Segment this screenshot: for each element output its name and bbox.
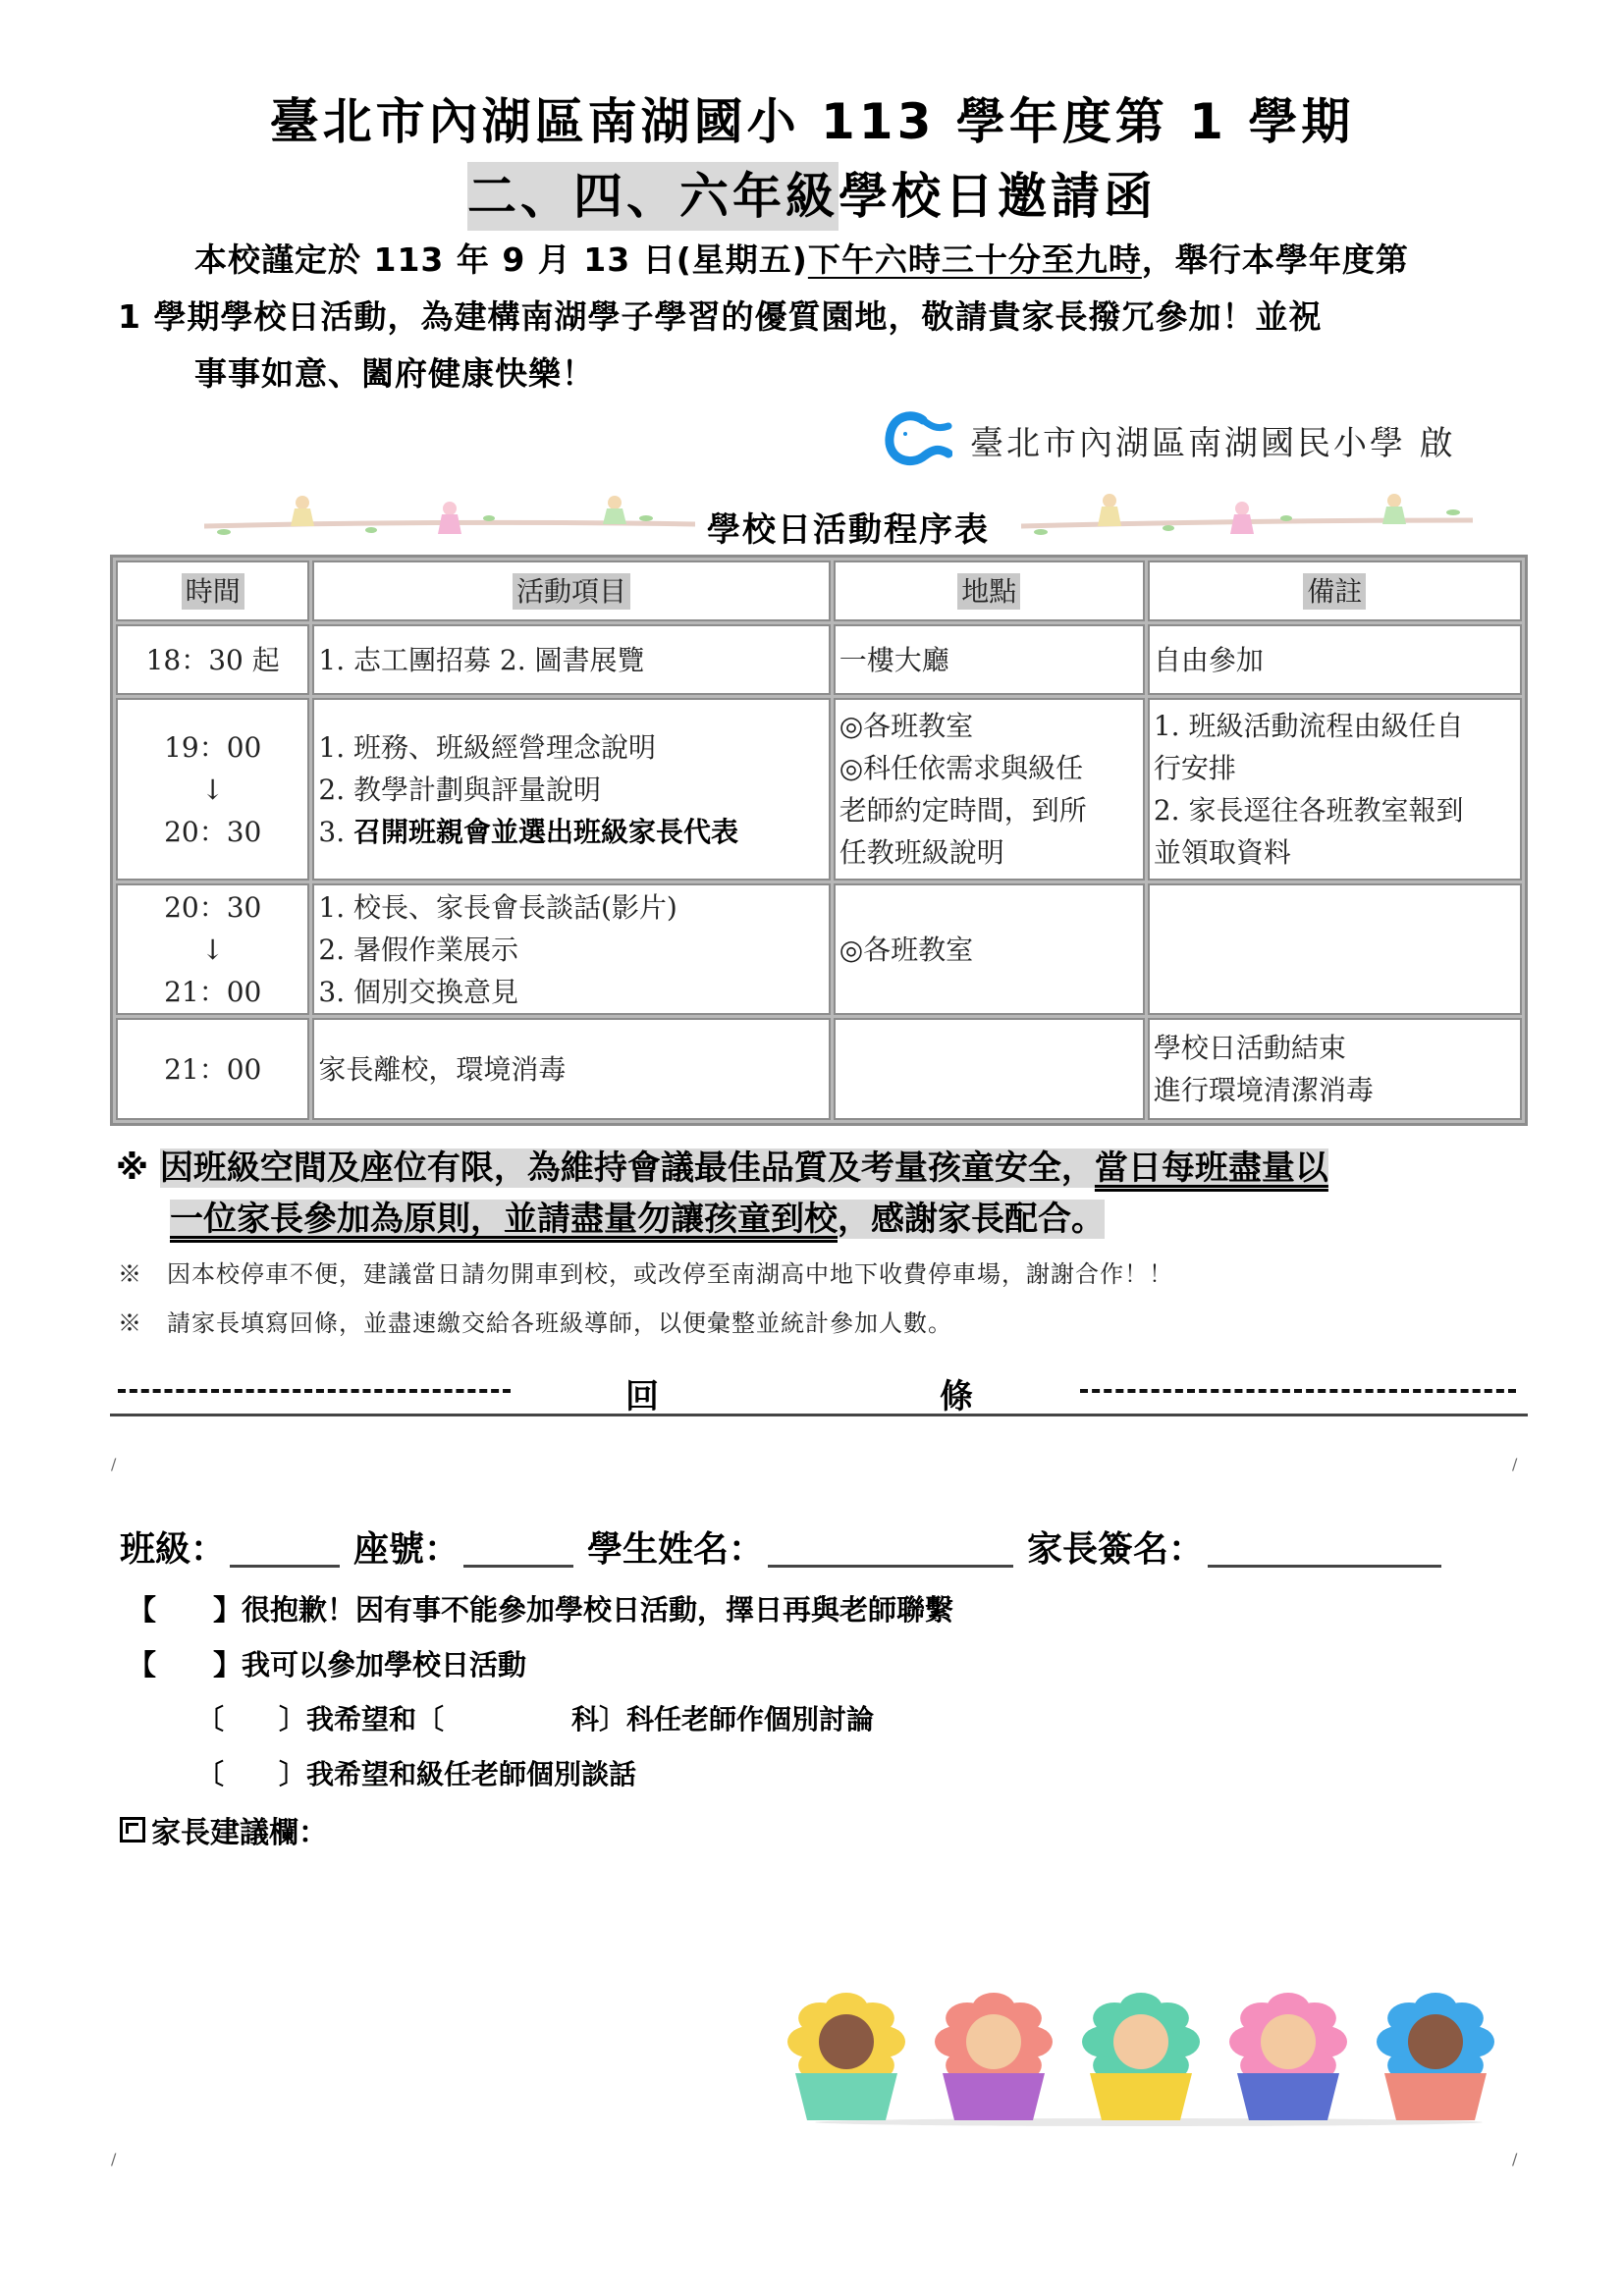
flower-pot-kid [787, 1993, 905, 2120]
cell-location: ◎各班教室 ◎科任依需求與級任 老師約定時間，到所 任教班級說明 [834, 698, 1145, 881]
intro-line-1 [194, 232, 1409, 289]
cell-time: 18：30 起 [116, 624, 309, 695]
cell-notes: 1. 班級活動流程由級任自 行安排 2. 家長逕往各班教室報到 並領取資料 [1148, 698, 1522, 881]
cell-notes: 學校日活動結束 進行環境清潔消毒 [1148, 1018, 1522, 1120]
cell-time: 21：00 [116, 1018, 309, 1120]
grade-highlight: 二、四、六年級 [467, 162, 839, 231]
cell-activity: 1. 校長、家長會長談話(影片) 2. 暑假作業展示 3. 個別交換意見 [312, 883, 830, 1015]
parent-signature-field[interactable] [1208, 1529, 1441, 1568]
divider [110, 1414, 1528, 1416]
sub-option-homeroom-teacher: 〔 〕我希望和級任老師個別談話 [196, 1758, 637, 1790]
table-row [116, 1018, 1522, 1120]
cell-location [834, 1018, 1145, 1120]
intro-date: 本校謹定於 113 年 9 月 13 日(星期五) [194, 240, 808, 279]
reply-slip-header [110, 1369, 1528, 1418]
intro-time: 下午六時三十分至九時 [807, 240, 1142, 279]
class-field[interactable] [230, 1529, 340, 1568]
cell-location: ◎各班教室 [834, 883, 1145, 1015]
cell-activity: 家長離校，環境消毒 [312, 1018, 830, 1120]
subject-teacher-checkbox[interactable]: 〔 〕 [196, 1703, 307, 1735]
page-subtitle [0, 157, 1624, 228]
table-header-row [116, 561, 1522, 621]
class-label: 班級： [120, 1529, 227, 1570]
cut-line-right [1080, 1389, 1516, 1393]
corner-mark: / [111, 2150, 117, 2168]
header-location: 地點 [834, 561, 1145, 621]
option-decline: 【 】很抱歉！因有事不能參加學校日活動，擇日再與老師聯繫 [128, 1593, 954, 1627]
option-attend: 【 】我可以參加學校日活動 [128, 1648, 527, 1682]
subtitle-rest: 學校日邀請函 [839, 168, 1157, 225]
fairy-branch-decoration-right [1021, 491, 1473, 540]
sub-option-subject-teacher: 〔 〕我希望和〔 科〕科任老師作個別討論 [196, 1703, 875, 1735]
student-name-field[interactable] [768, 1529, 1013, 1568]
seat-number-field[interactable] [463, 1529, 573, 1568]
schedule-title: 學校日活動程序表 [707, 510, 990, 550]
intro-line-2: 1 學期學校日活動，為建構南湖學子學習的優質園地，敬請貴家長撥冗參加！並祝 [118, 297, 1323, 336]
flower-pot-kid [935, 1993, 1053, 2120]
reply-title-1: 回 [625, 1377, 659, 1416]
table-row [116, 883, 1522, 1015]
reply-form-fields [120, 1522, 1441, 1572]
school-logo-icon [884, 410, 952, 469]
cut-line-left [118, 1389, 511, 1393]
cell-notes [1148, 883, 1522, 1015]
corner-mark: / [111, 1455, 117, 1473]
cell-notes: 自由參加 [1148, 624, 1522, 695]
flower-pot-kid [1082, 1993, 1200, 2120]
cell-time: 19：00 ↓ 20：30 [116, 698, 309, 881]
reply-title-2: 條 [940, 1377, 973, 1416]
attend-checkbox[interactable]: 【 】 [128, 1648, 243, 1682]
page-title: 臺北市內湖區南湖國小 113 學年度第 1 學期 [269, 93, 1355, 150]
table-row [116, 698, 1522, 881]
seat-number-label: 座號： [353, 1529, 460, 1570]
schedule-table [110, 555, 1528, 1126]
header-activity: 活動項目 [312, 561, 830, 621]
important-notice: ※ 因班級空間及座位有限，為維持會議最佳品質及考量孩童安全，當日每班盡量以 一位家長參加為原則，並請盡量勿讓孩童到校，感謝家長配合。 [116, 1148, 1328, 1239]
flower-pot-kid [1229, 1993, 1347, 2120]
corner-mark: / [1512, 2150, 1518, 2168]
table-row [116, 624, 1522, 695]
cell-location: 一樓大廳 [834, 624, 1145, 695]
memo-icon [120, 1817, 145, 1842]
flower-pot-kid [1377, 1993, 1494, 2120]
parent-signature-label: 家長簽名： [1027, 1529, 1205, 1570]
cell-time: 20：30 ↓ 21：00 [116, 883, 309, 1015]
corner-mark: / [1512, 1455, 1518, 1473]
header-notes: 備註 [1148, 561, 1522, 621]
parent-suggestion [120, 1808, 328, 1851]
intro-text: ，舉行本學年度第 [1141, 240, 1409, 279]
suggestion-label: 家長建議欄： [151, 1816, 328, 1850]
suggestion-field[interactable] [120, 1855, 1396, 1983]
cell-activity: 1. 班務、班級經營理念說明 2. 教學計劃與評量說明 3. 召開班親會並選出班級家長代表 [312, 698, 830, 881]
intro-line-3: 事事如意、闔府健康快樂！ [194, 354, 595, 393]
flower-pot-kids-illustration [776, 1993, 1522, 2130]
cell-activity: 1. 志工團招募 2. 圖書展覽 [312, 624, 830, 695]
reply-notice: ※ 請家長填寫回條，並盡速繳交給各班級導師，以便彙整並統計參加人數。 [118, 1309, 952, 1337]
decline-checkbox[interactable]: 【 】 [128, 1593, 243, 1627]
signature [884, 410, 1456, 469]
parking-notice: ※ 因本校停車不便，建議當日請勿開車到校，或改停至南湖高中地下收費停車場，謝謝合作！！ [118, 1260, 1173, 1288]
signature-text: 臺北市內湖區南湖國民小學 啟 [970, 423, 1456, 463]
reference-mark: ※ [116, 1148, 149, 1188]
header-time: 時間 [116, 561, 309, 621]
fairy-branch-decoration-left [204, 491, 695, 540]
student-name-label: 學生姓名： [587, 1529, 765, 1570]
homeroom-teacher-checkbox[interactable]: 〔 〕 [196, 1758, 307, 1790]
